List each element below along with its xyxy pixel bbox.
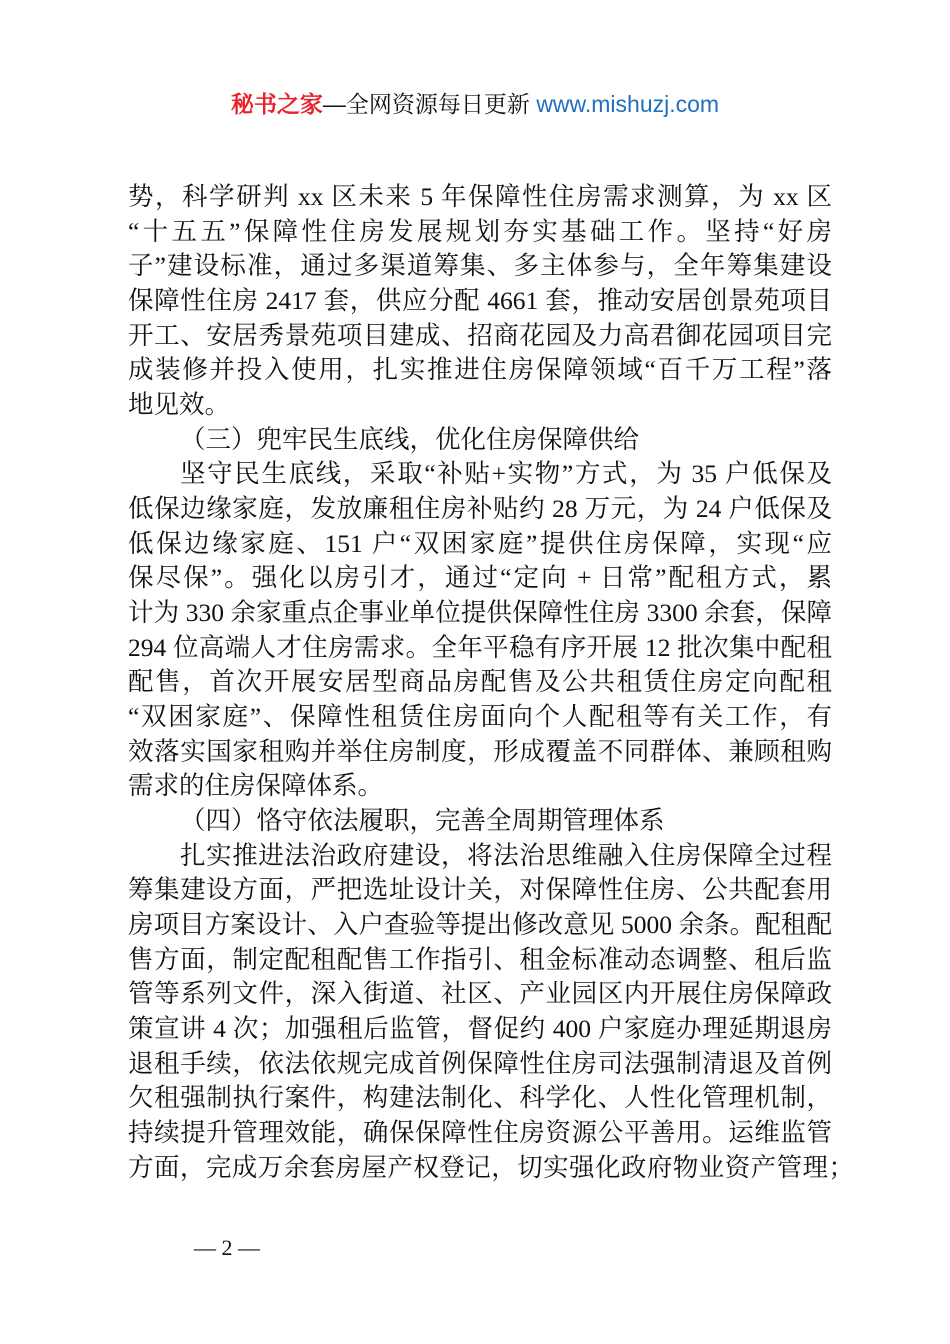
text-line: 方面，完成万余套房屋产权登记，切实强化政府物业资产管理；: [128, 1152, 854, 1182]
text-line: 退租手续，依法依规完成首例保障性住房司法强制清退及首例: [128, 1048, 832, 1078]
text-line: 294 位高端人才住房需求。全年平稳有序开展 12 批次集中配租: [128, 632, 832, 662]
text-line: 计为 330 余家重点企事业单位提供保障性住房 3300 余套，保障: [128, 598, 832, 628]
section-heading: （四）恪守依法履职，完善全周期管理体系: [180, 806, 665, 836]
text-line: 保尽保”。强化以房引才，通过“定向 + 日常”配租方式，累: [128, 563, 832, 593]
text-line: 成装修并投入使用，扎实推进住房保障领域“百千万工程”落: [128, 355, 832, 385]
text-line: 管等系列文件，深入街道、社区、产业园区内开展住房保障政: [128, 979, 832, 1009]
text-line: 售方面，制定配租配售工作指引、租金标准动态调整、租后监: [128, 944, 832, 974]
text-line: 势，科学研判 xx 区未来 5 年保障性住房需求测算，为 xx 区: [128, 182, 832, 211]
text-line: 低保边缘家庭、151 户“双困家庭”提供住房保障，实现“应: [128, 528, 832, 558]
text-line: 持续提升管理效能，确保保障性住房资源公平善用。运维监管: [128, 1118, 832, 1148]
document-body: [128, 180, 854, 1185]
text-line: “十五五”保障性住房发展规划夯实基础工作。坚持“好房: [128, 216, 832, 246]
section-heading: （三）兜牢民生底线，优化住房保障供给: [180, 424, 640, 454]
page-number: — 2 —: [194, 1235, 260, 1260]
text-line: 扎实推进法治政府建设，将法治思维融入住房保障全过程: [180, 840, 832, 870]
banner-url-link[interactable]: www.mishuzj.com: [536, 91, 720, 117]
text-line: 配售，首次开展安居型商品房配售及公共租赁住房定向配租: [128, 667, 832, 697]
text-line: 保障性住房 2417 套，供应分配 4661 套，推动安居创景苑项目: [128, 286, 832, 316]
site-banner: [0, 88, 950, 120]
text-line: 欠租强制执行案件，构建法制化、科学化、人性化管理机制，: [128, 1083, 832, 1113]
text-line: 地见效。: [128, 390, 231, 420]
text-line: 策宣讲 4 次；加强租后监管，督促约 400 户家庭办理延期退房: [128, 1014, 832, 1044]
text-line: 筹集建设方面，严把选址设计关，对保障性住房、公共配套用: [128, 875, 832, 905]
text-line: 需求的住房保障体系。: [128, 771, 384, 801]
text-line: 坚守民生底线，采取“补贴+实物”方式，为 35 户低保及: [180, 459, 832, 489]
text-line: 低保边缘家庭，发放廉租住房补贴约 28 万元，为 24 户低保及: [128, 494, 832, 524]
banner-slogan: —全网资源每日更新: [322, 91, 537, 117]
text-line: 效落实国家租购并举住房制度，形成覆盖不同群体、兼顾租购: [128, 736, 832, 766]
text-line: 房项目方案设计、入户查验等提出修改意见 5000 余条。配租配: [128, 910, 832, 940]
text-line: “双困家庭”、保障性租赁住房面向个人配租等有关工作，有: [128, 702, 832, 732]
text-line: 子”建设标准，通过多渠道筹集、多主体参与，全年筹集建设: [128, 251, 832, 281]
banner-brand: 秘书之家: [230, 91, 323, 117]
text-line: 开工、安居秀景苑项目建成、招商花园及力高君御花园项目完: [128, 320, 832, 350]
